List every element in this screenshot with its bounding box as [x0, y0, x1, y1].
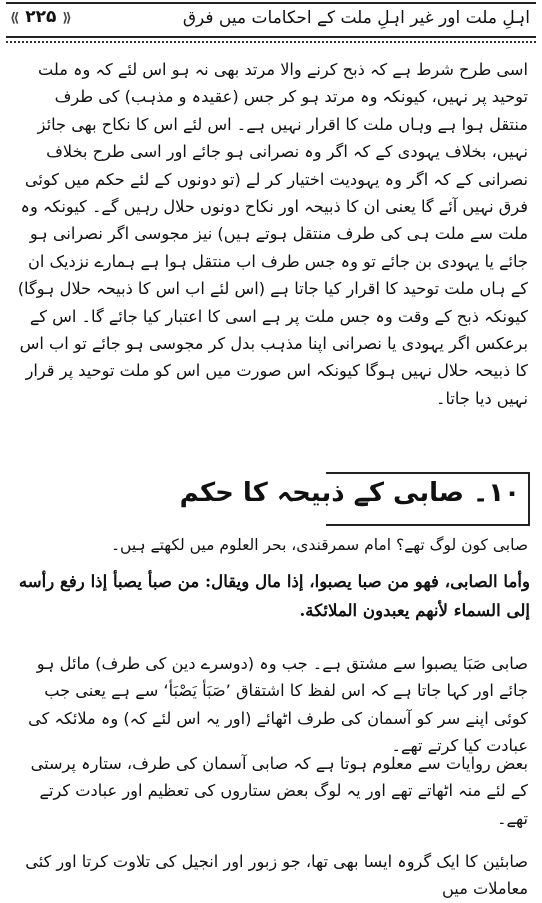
section-heading: ۱۰۔ صابی کے ذبیحہ کا حکم — [179, 478, 520, 508]
page-header — [6, 2, 536, 38]
paragraph-5: صابئین کا ایک گروہ ایسا بھی تھا، جو زبور اور انجیل کی تلاوت کرتا اور کئی معاملات میں — [25, 852, 528, 899]
paragraph-4: بعض روایات سے معلوم ہوتا ہے کہ صابی آسمان کی طرف، ستارہ پرستی کے لئے منہ اٹھاتے تھے اور یہ لوگ بعض ستاروں کی تعظیم اور عبادت کرتے تھے۔ — [30, 754, 528, 828]
ornament-left-icon: ⟪ — [10, 11, 20, 26]
section-heading-box — [179, 472, 530, 526]
ornament-right-icon: ⟫ — [62, 11, 72, 26]
paragraph-3: صابی صَبَا یصبوا سے مشتق ہے۔ جب وہ (دوسرے دین کی طرف) مائل ہو جائے اور کہا جاتا ہے کہ اس لفظ کا اشتقاق ’صَبَأ یَصْبَأ‘ سے ہے یعنی جب کوئی اپنے سر کو آسمان کی طرف اٹھائے (اور یہ اس لئے کہ) وہ ملائکہ کی عبادت کیا کرتے تھے۔ — [28, 654, 528, 756]
page-number — [10, 7, 72, 27]
arabic-quote: وأما الصابی، فهو من صبا يصبوا، إذا مال ويقال: من صبأ يصبأ إذا رفع رأسه إلى السماء لأنهم يعبدون الملائكة. — [18, 571, 530, 620]
header-row — [6, 7, 536, 31]
paragraph-1: اسی طرح شرط ہے کہ ذبح کرنے والا مرتد بھی نہ ہو اس لئے کہ وہ ملت توحید پر نہیں، کیونکہ وہ مرتد ہو کر جس (عقیدہ و مذہب) کی طرف منتقل ہوا ہے وہاں ملت کا اقرار نہیں ہے۔ اس لئے اس کا نکاح بھی جائز نہیں، بخلاف یہودی کے کہ اگر وہ نصرانی ہو جائے اور اسی طرح بخلاف نصرانی کے کہ اگر وہ یہودیت اختیار کر لے (تو دونوں کے لئے حکم میں کوئی فرق نہیں آئے گا یعنی ان کا ذبیحہ اور نکاح دونوں حلال رہیں گے۔ کیونکہ وہ ملت سے ملت ہی کی طرف منتقل ہوتے ہیں) نیز مجوسی اگر نصرانی ہو جائے یا یہودی بن جائے تو وہ جس طرف اب منتقل ہوا ہے ہمارے نزدیک ان کے ہاں ملت توحید کا اقرار کیا جاتا ہے (اس لئے اب اس کا ذبیحہ حلال ہوگا) کیونکہ ذبح کے وقت وہ جس ملت پر ہے اسی کا اعتبار کیا جائے گا۔ اس کے برعکس اگر یہودی یا نصرانی اپنا مذہب بدل کر مجوسی ہو جائے تو اب اس کا ذبیحہ حلال نہیں ہوگا کیونکہ اس صورت میں اس کو ملت توحید پر قرار نہیں دیا جاتا۔ — [17, 60, 528, 408]
header-divider — [6, 41, 536, 43]
paragraph-2: صابی کون لوگ تھے؟ امام سمرقندی، بحر العلوم میں لکھتے ہیں۔ — [110, 536, 528, 554]
running-title: اہلِ ملت اور غیر اہلِ ملت کے احکامات میں فرق — [182, 8, 530, 28]
page-number-value: ۲۲۵ — [25, 7, 57, 27]
